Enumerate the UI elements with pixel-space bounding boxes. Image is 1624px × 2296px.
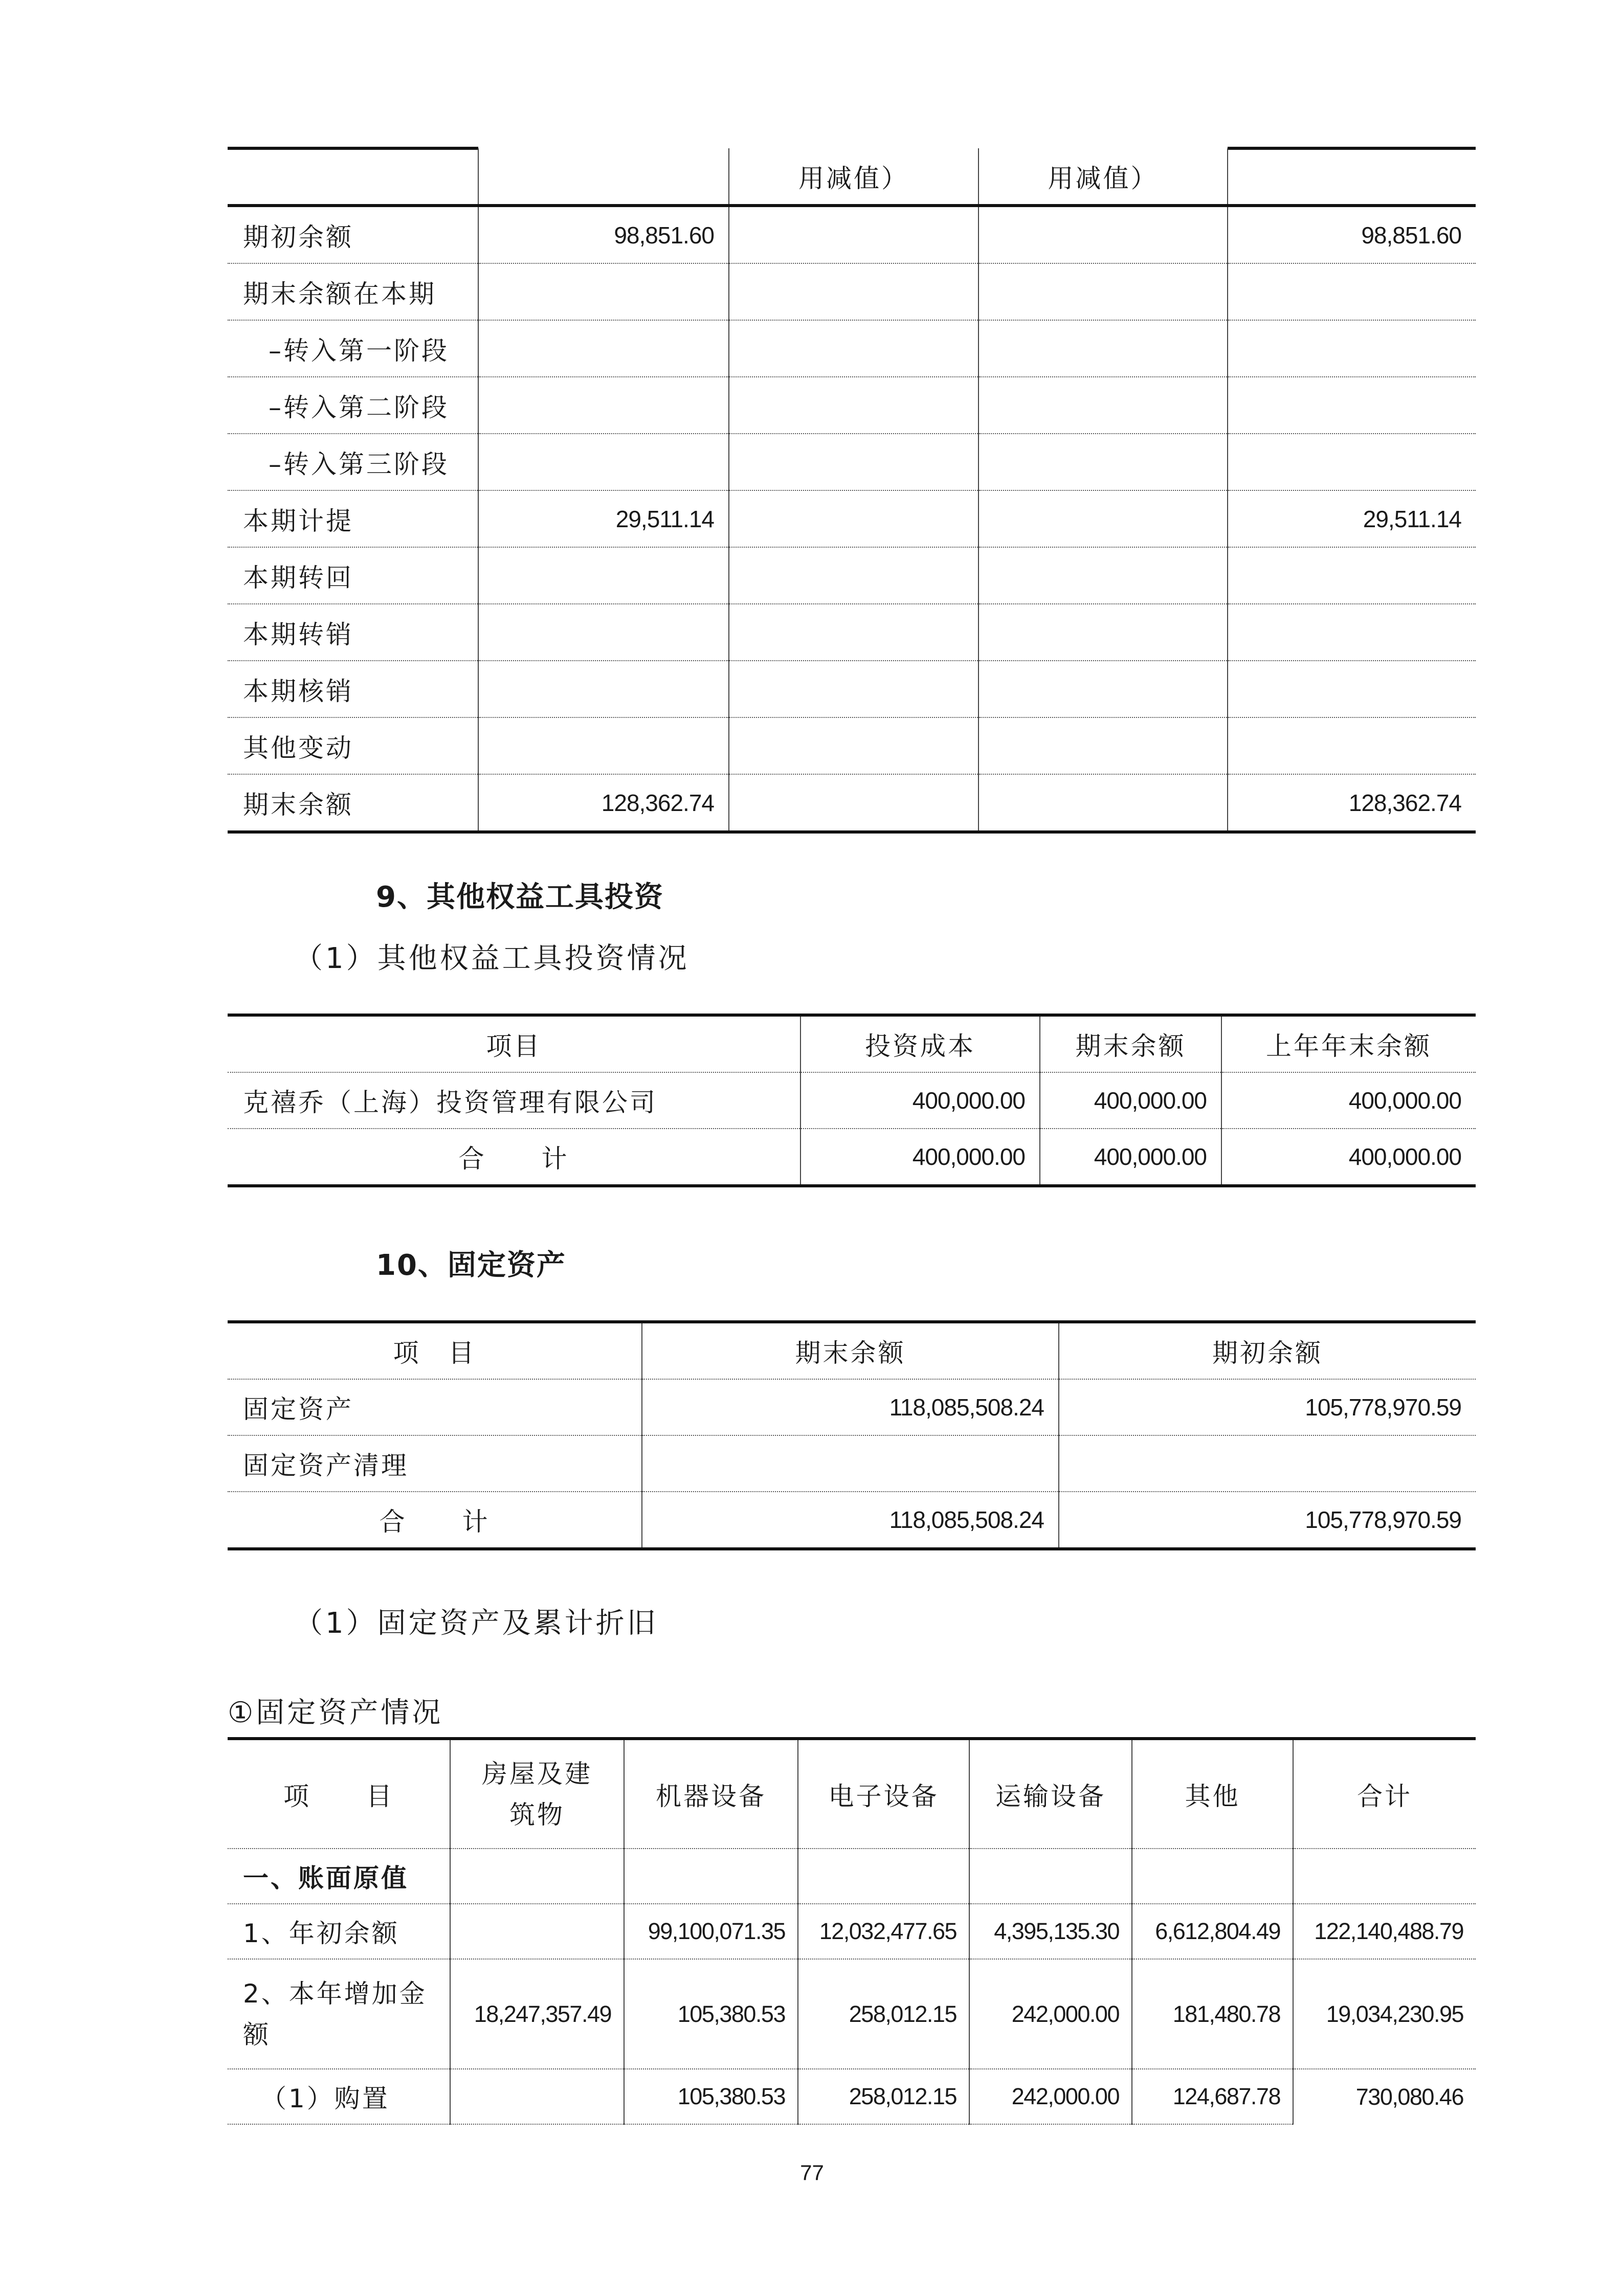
row-label: –转入第二阶段 <box>228 377 478 434</box>
value-cell <box>978 206 1228 263</box>
value-cell: 98,851.60 <box>478 206 729 263</box>
row-label: 本期转销 <box>228 604 478 661</box>
value-cell <box>978 320 1228 377</box>
section-10-1-subtitle: （1）固定资产及累计折旧 <box>294 1607 658 1640</box>
header-cell: 房屋及建筑物 <box>450 1739 624 1849</box>
header-cell: 投资成本 <box>800 1015 1040 1072</box>
header-cell: 项 目 <box>228 1322 642 1379</box>
value-cell <box>729 206 978 263</box>
value-cell: 400,000.00 <box>1040 1129 1221 1186</box>
header-cell <box>228 148 478 206</box>
equity-investment-table <box>228 1014 1476 1187</box>
value-cell <box>478 661 729 717</box>
row-label: 本期计提 <box>228 490 478 547</box>
value-cell <box>450 1904 624 1959</box>
row-label: 其他变动 <box>228 717 478 774</box>
value-cell: 242,000.00 <box>969 2069 1132 2124</box>
row-label: 期末余额 <box>228 774 478 832</box>
row-label: （1）购置 <box>228 2069 450 2124</box>
value-cell <box>478 547 729 604</box>
value-cell: 18,247,357.49 <box>450 1959 624 2069</box>
row-label: –转入第三阶段 <box>228 434 478 490</box>
value-cell <box>798 1849 969 1904</box>
row-label: 本期转回 <box>228 547 478 604</box>
row-label: 合 计 <box>458 1144 569 1174</box>
value-cell: 400,000.00 <box>800 1129 1040 1186</box>
table-row <box>228 1379 1476 1435</box>
header-cell: 电子设备 <box>798 1739 969 1849</box>
value-cell: 400,000.00 <box>1221 1072 1476 1129</box>
fixed-assets-detail-table <box>228 1737 1476 2125</box>
header-cell: 合计 <box>1293 1739 1476 1849</box>
value-cell: 99,100,071.35 <box>624 1904 798 1959</box>
row-label: 固定资产 <box>228 1379 642 1435</box>
value-cell: 128,362.74 <box>478 774 729 832</box>
section-10-1-caption: ①固定资产情况 <box>228 1696 443 1729</box>
row-label: 克禧乔（上海）投资管理有限公司 <box>228 1072 800 1129</box>
value-cell: 105,778,970.59 <box>1059 1379 1476 1435</box>
header-cell: 用减值） <box>978 148 1228 206</box>
header-cell: 上年年末余额 <box>1221 1015 1476 1072</box>
header-cell: 期末余额 <box>1040 1015 1221 1072</box>
row-label: 合 计 <box>379 1507 490 1537</box>
value-cell <box>478 377 729 434</box>
table-row-total <box>228 1492 1476 1549</box>
value-cell: 400,000.00 <box>1040 1072 1221 1129</box>
value-cell <box>1228 717 1476 774</box>
value-cell <box>729 434 978 490</box>
value-cell <box>729 320 978 377</box>
value-cell <box>478 263 729 320</box>
value-cell <box>978 661 1228 717</box>
fixed-assets-summary-table <box>228 1320 1476 1550</box>
section-9-subtitle: （1）其他权益工具投资情况 <box>294 942 689 975</box>
value-cell: 29,511.14 <box>1228 490 1476 547</box>
value-cell <box>450 1849 624 1904</box>
value-cell <box>450 2069 624 2124</box>
header-cell: 用减值） <box>729 148 978 206</box>
value-cell <box>729 490 978 547</box>
table-header-row <box>228 148 1476 206</box>
header-cell <box>1228 148 1476 206</box>
value-cell: 730,080.46 <box>1293 2069 1476 2124</box>
value-cell <box>729 547 978 604</box>
value-cell <box>978 604 1228 661</box>
table-row <box>228 661 1476 717</box>
table-row <box>228 320 1476 377</box>
value-cell <box>1059 1435 1476 1492</box>
table-row <box>228 1959 1476 2069</box>
table-header-row <box>228 1739 1476 1849</box>
table-row <box>228 1904 1476 1959</box>
table-row <box>228 547 1476 604</box>
value-cell <box>978 377 1228 434</box>
table-row <box>228 1072 1476 1129</box>
impairment-provision-table <box>228 148 1476 834</box>
header-cell: 期初余额 <box>1059 1322 1476 1379</box>
value-cell <box>1228 263 1476 320</box>
value-cell: 400,000.00 <box>800 1072 1040 1129</box>
value-cell <box>1228 377 1476 434</box>
value-cell <box>729 774 978 832</box>
page-number: 77 <box>800 2160 824 2185</box>
value-cell <box>978 774 1228 832</box>
table-row <box>228 2069 1476 2124</box>
value-cell: 258,012.15 <box>798 2069 969 2124</box>
table-row <box>228 604 1476 661</box>
header-cell: 项 目 <box>228 1739 450 1849</box>
value-cell: 98,851.60 <box>1228 206 1476 263</box>
value-cell: 12,032,477.65 <box>798 1904 969 1959</box>
value-cell: 105,778,970.59 <box>1059 1492 1476 1549</box>
value-cell <box>1228 434 1476 490</box>
table-row <box>228 263 1476 320</box>
row-label: 本期核销 <box>228 661 478 717</box>
table-row <box>228 1435 1476 1492</box>
header-cell: 项目 <box>228 1015 800 1072</box>
value-cell <box>978 547 1228 604</box>
section-10-title: 10、固定资产 <box>376 1249 566 1282</box>
value-cell: 29,511.14 <box>478 490 729 547</box>
value-cell <box>1228 604 1476 661</box>
value-cell: 258,012.15 <box>798 1959 969 2069</box>
header-cell: 其他 <box>1132 1739 1293 1849</box>
table-row <box>228 774 1476 832</box>
value-cell: 400,000.00 <box>1221 1129 1476 1186</box>
value-cell <box>978 490 1228 547</box>
row-label: 期初余额 <box>228 206 478 263</box>
value-cell <box>1228 320 1476 377</box>
table-header-row <box>228 1015 1476 1072</box>
value-cell: 242,000.00 <box>969 1959 1132 2069</box>
value-cell <box>478 320 729 377</box>
table-row <box>228 434 1476 490</box>
table-row-total <box>228 1129 1476 1186</box>
row-label: 2、本年增加金额 <box>228 1959 450 2069</box>
table-header-row <box>228 1322 1476 1379</box>
table-row <box>228 490 1476 547</box>
row-label: 固定资产清理 <box>228 1435 642 1492</box>
value-cell <box>642 1435 1059 1492</box>
value-cell: 105,380.53 <box>624 1959 798 2069</box>
value-cell <box>1293 1849 1476 1904</box>
value-cell <box>969 1849 1132 1904</box>
value-cell <box>478 604 729 661</box>
value-cell: 19,034,230.95 <box>1293 1959 1476 2069</box>
table-row <box>228 1849 1476 1904</box>
value-cell <box>729 263 978 320</box>
value-cell <box>478 717 729 774</box>
value-cell: 118,085,508.24 <box>642 1492 1059 1549</box>
header-cell: 运输设备 <box>969 1739 1132 1849</box>
value-cell: 4,395,135.30 <box>969 1904 1132 1959</box>
value-cell <box>729 604 978 661</box>
header-cell: 期末余额 <box>642 1322 1059 1379</box>
table-row <box>228 717 1476 774</box>
value-cell <box>978 434 1228 490</box>
table-row <box>228 377 1476 434</box>
value-cell: 122,140,488.79 <box>1293 1904 1476 1959</box>
value-cell <box>729 661 978 717</box>
header-cell: 机器设备 <box>624 1739 798 1849</box>
value-cell: 6,612,804.49 <box>1132 1904 1293 1959</box>
value-cell <box>624 1849 798 1904</box>
value-cell <box>729 717 978 774</box>
section-9-title: 9、其他权益工具投资 <box>376 881 664 914</box>
value-cell <box>1132 1849 1293 1904</box>
value-cell <box>729 377 978 434</box>
header-cell <box>478 148 729 206</box>
table-row <box>228 206 1476 263</box>
row-label: 期末余额在本期 <box>228 263 478 320</box>
value-cell: 105,380.53 <box>624 2069 798 2124</box>
value-cell <box>978 717 1228 774</box>
value-cell <box>1228 661 1476 717</box>
row-label: 一、账面原值 <box>228 1849 450 1904</box>
value-cell: 118,085,508.24 <box>642 1379 1059 1435</box>
value-cell: 181,480.78 <box>1132 1959 1293 2069</box>
value-cell <box>1228 547 1476 604</box>
value-cell <box>478 434 729 490</box>
value-cell: 124,687.78 <box>1132 2069 1293 2124</box>
row-label: 1、年初余额 <box>228 1904 450 1959</box>
value-cell: 128,362.74 <box>1228 774 1476 832</box>
row-label: –转入第一阶段 <box>228 320 478 377</box>
value-cell <box>978 263 1228 320</box>
